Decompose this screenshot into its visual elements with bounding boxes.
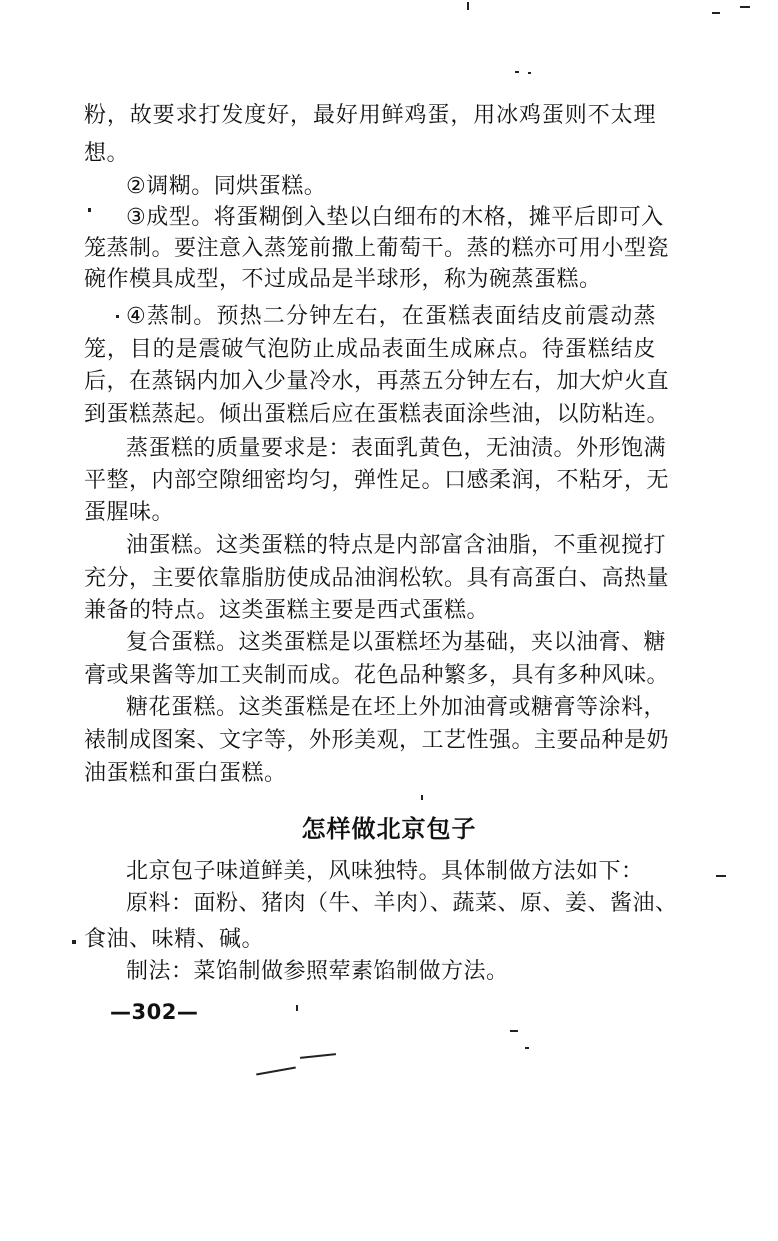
text-line: 制法：菜馅制做参照荤素馅制做方法。: [126, 959, 509, 984]
scan-speck: [515, 71, 519, 73]
scan-speck: [72, 940, 76, 944]
scan-speck: [528, 72, 531, 74]
text-line: 想。: [84, 141, 130, 166]
scan-speck: [296, 1005, 298, 1011]
scan-speck: [421, 795, 423, 800]
text-line: 复合蛋糕。这类蛋糕是以蛋糕坯为基础，夹以油膏、糖: [126, 630, 667, 655]
scan-speck: [467, 2, 469, 10]
text-line: 兼备的特点。这类蛋糕主要是西式蛋糕。: [84, 598, 490, 623]
scan-speck: [256, 1067, 296, 1076]
text-line: 北京包子味道鲜美，风味独特。具体制做方法如下：: [126, 859, 644, 884]
text-line: 笼蒸制。要注意入蒸笼前撒上葡萄干。蒸的糕亦可用小型瓷: [84, 236, 670, 261]
text-line: 到蛋糕蒸起。倾出蛋糕后应在蛋糕表面涂些油，以防粘连。: [84, 402, 670, 427]
text-line: ②调糊。同烘蛋糕。: [126, 174, 327, 199]
section-title: 怎样做北京包子: [301, 815, 477, 843]
scan-speck: [740, 6, 750, 8]
text-line: 油蛋糕。这类蛋糕的特点是内部富含油脂，不重视搅打: [126, 533, 667, 558]
text-line: 后，在蒸锅内加入少量冷水，再蒸五分钟左右，加大炉火直: [84, 369, 670, 394]
text-line: 裱制成图案、文字等，外形美观，工艺性强。主要品种是奶: [84, 728, 670, 753]
text-line: 糖花蛋糕。这类蛋糕是在坯上外加油膏或糖膏等涂料，: [126, 695, 667, 720]
scan-speck: [525, 1047, 529, 1049]
text-line: 充分，主要依靠脂肪使成品油润松软。具有高蛋白、高热量: [84, 566, 670, 591]
scan-speck: [712, 12, 720, 14]
scan-speck: [300, 1053, 336, 1059]
scan-speck: [116, 315, 119, 318]
text-line: 碗作模具成型，不过成品是半球形，称为碗蒸蛋糕。: [84, 267, 602, 292]
text-line: 平整，内部空隙细密均匀，弹性足。口感柔润，不粘牙，无: [84, 468, 670, 493]
text-line: ④蒸制。预热二分钟左右，在蛋糕表面结皮前震动蒸: [126, 304, 656, 329]
text-line: 粉，故要求打发度好，最好用鲜鸡蛋，用冰鸡蛋则不太理: [84, 103, 656, 128]
scan-speck: [510, 1030, 518, 1032]
page-number: —302—: [110, 1000, 199, 1024]
text-line: ③成型。将蛋糊倒入垫以白细布的木格，摊平后即可入: [126, 205, 664, 230]
text-line: 膏或果酱等加工夹制而成。花色品种繁多，具有多种风味。: [84, 663, 670, 688]
scan-speck: [88, 208, 91, 212]
text-line: 笼，目的是震破气泡防止成品表面生成麻点。待蛋糕结皮: [84, 337, 656, 362]
text-line: 原料：面粉、猪肉（牛、羊肉）、蔬菜、原、姜、酱油、: [126, 891, 678, 916]
text-line: 油蛋糕和蛋白蛋糕。: [84, 761, 287, 786]
scan-speck: [716, 875, 726, 877]
text-line: 食油、味精、碱。: [84, 927, 265, 952]
text-line: 蒸蛋糕的质量要求是：表面乳黄色，无油渍。外形饱满: [126, 436, 667, 461]
text-line: 蛋腥味。: [84, 500, 175, 525]
